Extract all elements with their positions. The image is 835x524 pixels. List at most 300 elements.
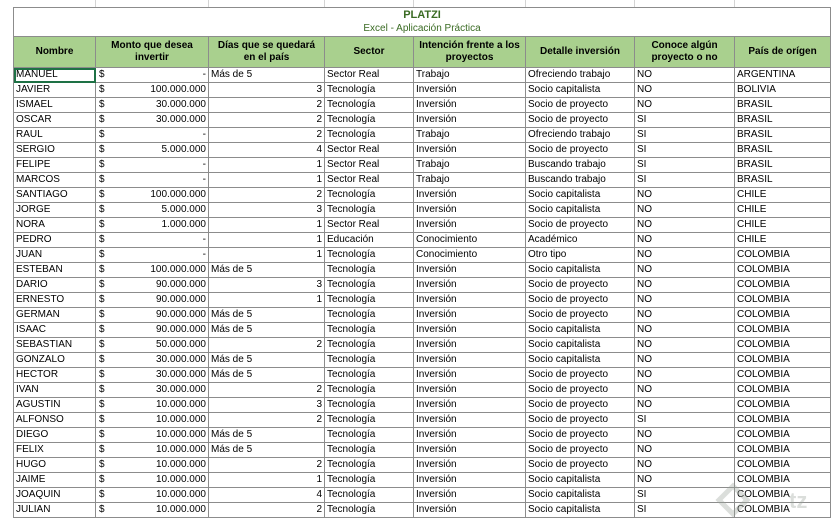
cell-sector[interactable]: Tecnología [325,248,414,263]
cell-monto[interactable] [96,383,209,398]
table-row [14,233,831,248]
table-row [14,368,831,383]
cell-detalle[interactable]: Socio capitalista [526,473,635,488]
cell-conoce[interactable]: NO [635,443,735,458]
sheet-title[interactable]: PLATZI [14,8,831,23]
cell-dias[interactable]: 1 [209,248,325,263]
cell-sector[interactable]: Tecnología [325,263,414,278]
cell-monto[interactable] [96,68,209,83]
amount-value: 10.000.000 [155,489,206,500]
header-sector[interactable]: Sector [325,37,414,68]
cell-detalle[interactable]: Socio de proyecto [526,383,635,398]
cell-nombre[interactable]: GONZALO [14,353,96,368]
cell-intencion[interactable]: Inversión [414,278,526,293]
cell-intencion[interactable]: Trabajo [414,68,526,83]
cell-monto[interactable] [96,203,209,218]
cell-pais[interactable]: COLOMBIA [735,323,831,338]
cell-sector[interactable]: Tecnología [325,293,414,308]
header-detalle[interactable]: Detalle inversión [526,37,635,68]
cell-intencion[interactable]: Inversión [414,203,526,218]
cell-monto[interactable] [96,83,209,98]
table-row [14,338,831,353]
cell-nombre[interactable]: HUGO [14,458,96,473]
table-row [14,113,831,128]
header-conoce[interactable]: Conoce algún proyecto o no [635,37,735,68]
cell-pais[interactable]: COLOMBIA [735,338,831,353]
cell-pais[interactable]: BRASIL [735,128,831,143]
cell-dias[interactable]: 1 [209,218,325,233]
cell-sector[interactable]: Sector Real [325,158,414,173]
cell-intencion[interactable]: Inversión [414,218,526,233]
currency-symbol: $ [99,174,105,185]
cell-conoce[interactable]: NO [635,398,735,413]
cell-pais[interactable]: COLOMBIA [735,458,831,473]
cell-dias[interactable]: 2 [209,188,325,203]
cell-pais[interactable]: COLOMBIA [735,488,831,503]
cell-dias[interactable]: 2 [209,113,325,128]
cell-dias[interactable]: Más de 5 [209,368,325,383]
cell-conoce[interactable]: NO [635,278,735,293]
cell-conoce[interactable]: SI [635,503,735,518]
cell-sector[interactable]: Tecnología [325,398,414,413]
table-row [14,173,831,188]
amount-value: 5.000.000 [161,144,206,155]
cell-conoce[interactable]: NO [635,263,735,278]
table-body [14,68,831,518]
amount-value: 30.000.000 [155,354,206,365]
cell-detalle[interactable]: Socio de proyecto [526,143,635,158]
amount-value: 30.000.000 [155,369,206,380]
cell-conoce[interactable]: NO [635,233,735,248]
cell-monto[interactable] [96,98,209,113]
cell-conoce[interactable]: SI [635,413,735,428]
cell-sector[interactable]: Tecnología [325,128,414,143]
cell-pais[interactable]: COLOMBIA [735,383,831,398]
cell-intencion[interactable]: Inversión [414,488,526,503]
cell-conoce[interactable]: NO [635,218,735,233]
cell-nombre[interactable]: FELIX [14,443,96,458]
cell-pais[interactable]: BRASIL [735,158,831,173]
table-row [14,398,831,413]
cell-monto[interactable] [96,323,209,338]
cell-monto[interactable] [96,218,209,233]
cell-pais[interactable]: BOLIVIA [735,83,831,98]
cell-pais[interactable]: BRASIL [735,98,831,113]
cell-detalle[interactable]: Socio capitalista [526,83,635,98]
cell-sector[interactable]: Tecnología [325,353,414,368]
cell-dias[interactable]: 3 [209,83,325,98]
cell-pais[interactable]: COLOMBIA [735,503,831,518]
cell-pais[interactable]: COLOMBIA [735,398,831,413]
amount-value: 90.000.000 [155,294,206,305]
currency-symbol: $ [99,309,105,320]
cell-sector[interactable]: Tecnología [325,203,414,218]
amount-value: 10.000.000 [155,399,206,410]
currency-symbol: $ [99,504,105,515]
cell-monto[interactable] [96,413,209,428]
cell-monto[interactable] [96,488,209,503]
cell-dias[interactable]: 2 [209,503,325,518]
cell-dias[interactable]: 2 [209,383,325,398]
cell-sector[interactable]: Tecnología [325,488,414,503]
amount-value: 10.000.000 [155,414,206,425]
cell-monto[interactable] [96,278,209,293]
cell-pais[interactable]: COLOMBIA [735,278,831,293]
cell-sector[interactable]: Tecnología [325,443,414,458]
cell-detalle[interactable]: Socio de proyecto [526,368,635,383]
amount-value: 30.000.000 [155,384,206,395]
cell-pais[interactable]: COLOMBIA [735,428,831,443]
currency-symbol: $ [99,114,105,125]
table-row [14,128,831,143]
header-dias[interactable]: Días que se quedará en el país [209,37,325,68]
cell-detalle[interactable]: Socio capitalista [526,488,635,503]
cell-detalle[interactable]: Socio de proyecto [526,443,635,458]
currency-symbol: $ [99,249,105,260]
cell-intencion[interactable]: Inversión [414,263,526,278]
cell-intencion[interactable]: Inversión [414,308,526,323]
cell-nombre[interactable]: FELIPE [14,158,96,173]
cell-nombre[interactable]: JUAN [14,248,96,263]
cell-sector[interactable]: Sector Real [325,143,414,158]
cell-detalle[interactable]: Socio capitalista [526,338,635,353]
cell-sector[interactable]: Tecnología [325,323,414,338]
amount-value: 10.000.000 [155,459,206,470]
cell-sector[interactable]: Tecnología [325,308,414,323]
header-nombre[interactable]: Nombre [14,37,96,68]
cell-intencion[interactable]: Conocimiento [414,233,526,248]
cell-dias[interactable]: Más de 5 [209,263,325,278]
cell-intencion[interactable]: Trabajo [414,173,526,188]
cell-dias[interactable]: Más de 5 [209,68,325,83]
amount-value: 90.000.000 [155,309,206,320]
cell-intencion[interactable]: Inversión [414,428,526,443]
cell-conoce[interactable]: NO [635,83,735,98]
header-row [14,37,831,68]
cell-dias[interactable]: 1 [209,158,325,173]
amount-value: 90.000.000 [155,324,206,335]
cell-intencion[interactable]: Inversión [414,413,526,428]
cell-nombre[interactable]: ERNESTO [14,293,96,308]
amount-value: 100.000.000 [150,84,206,95]
cell-conoce[interactable]: NO [635,98,735,113]
cell-conoce[interactable]: NO [635,188,735,203]
cell-nombre[interactable]: RAUL [14,128,96,143]
header-intencion[interactable]: Intención frente a los proyectos [414,37,526,68]
cell-dias[interactable]: 1 [209,293,325,308]
cell-intencion[interactable]: Inversión [414,383,526,398]
cell-detalle[interactable]: Otro tipo [526,248,635,263]
cell-pais[interactable]: ARGENTINA [735,68,831,83]
cell-intencion[interactable]: Trabajo [414,128,526,143]
cell-conoce[interactable]: NO [635,458,735,473]
cell-intencion[interactable]: Inversión [414,338,526,353]
cell-pais[interactable]: CHILE [735,233,831,248]
cell-conoce[interactable]: SI [635,143,735,158]
cell-monto[interactable] [96,308,209,323]
cell-detalle[interactable]: Ofreciendo trabajo [526,128,635,143]
header-pais[interactable]: País de orígen [735,37,831,68]
cell-sector[interactable]: Tecnología [325,278,414,293]
cell-monto[interactable] [96,503,209,518]
cell-sector[interactable]: Sector Real [325,173,414,188]
cell-conoce[interactable]: NO [635,293,735,308]
cell-dias[interactable]: 3 [209,278,325,293]
cell-conoce[interactable]: NO [635,338,735,353]
cell-dias[interactable]: 2 [209,458,325,473]
cell-dias[interactable]: 2 [209,413,325,428]
currency-symbol: $ [99,399,105,410]
cell-sector[interactable]: Tecnología [325,383,414,398]
table-row [14,308,831,323]
cell-intencion[interactable]: Inversión [414,443,526,458]
cell-detalle[interactable]: Socio de proyecto [526,428,635,443]
table-row [14,293,831,308]
cell-conoce[interactable]: NO [635,428,735,443]
cell-dias[interactable]: Más de 5 [209,308,325,323]
cell-sector[interactable]: Tecnología [325,368,414,383]
cell-dias[interactable]: 1 [209,173,325,188]
cell-nombre[interactable]: SEBASTIAN [14,338,96,353]
cell-sector[interactable]: Tecnología [325,473,414,488]
cell-detalle[interactable]: Socio de proyecto [526,278,635,293]
cell-dias[interactable]: 2 [209,98,325,113]
cell-conoce[interactable]: NO [635,473,735,488]
cell-dias[interactable]: Más de 5 [209,323,325,338]
cell-intencion[interactable]: Inversión [414,458,526,473]
svg-text:tz: tz [789,488,808,513]
cell-conoce[interactable]: NO [635,368,735,383]
cell-intencion[interactable]: Inversión [414,188,526,203]
cell-pais[interactable]: CHILE [735,188,831,203]
cell-pais[interactable]: COLOMBIA [735,263,831,278]
cell-monto[interactable] [96,473,209,488]
cell-dias[interactable]: 1 [209,233,325,248]
currency-symbol: $ [99,159,105,170]
cell-conoce[interactable]: SI [635,173,735,188]
cell-conoce[interactable]: SI [635,128,735,143]
cell-pais[interactable]: COLOMBIA [735,353,831,368]
cell-dias[interactable]: Más de 5 [209,428,325,443]
cell-monto[interactable] [96,113,209,128]
cell-pais[interactable]: CHILE [735,218,831,233]
cell-monto[interactable] [96,293,209,308]
cell-nombre[interactable]: HECTOR [14,368,96,383]
table-row [14,428,831,443]
cell-monto[interactable] [96,233,209,248]
cell-detalle[interactable]: Socio de proyecto [526,458,635,473]
table-row [14,413,831,428]
cell-dias[interactable]: 3 [209,203,325,218]
table-row [14,68,831,83]
cell-monto[interactable] [96,143,209,158]
cell-monto[interactable] [96,443,209,458]
cell-nombre[interactable]: ALFONSO [14,413,96,428]
cell-nombre[interactable]: PEDRO [14,233,96,248]
cell-intencion[interactable]: Inversión [414,293,526,308]
cell-conoce[interactable]: SI [635,488,735,503]
currency-symbol: $ [99,429,105,440]
cell-nombre[interactable]: GERMAN [14,308,96,323]
cell-nombre[interactable]: JOAQUIN [14,488,96,503]
cell-monto[interactable] [96,353,209,368]
cell-detalle[interactable]: Socio capitalista [526,323,635,338]
cell-intencion[interactable]: Inversión [414,353,526,368]
cell-intencion[interactable]: Inversión [414,473,526,488]
cell-conoce[interactable]: SI [635,113,735,128]
cell-detalle[interactable]: Académico [526,233,635,248]
header-monto[interactable]: Monto que desea invertir [96,37,209,68]
cell-conoce[interactable]: NO [635,323,735,338]
cell-sector[interactable]: Tecnología [325,113,414,128]
cell-sector[interactable]: Educación [325,233,414,248]
cell-intencion[interactable]: Inversión [414,98,526,113]
cell-monto[interactable] [96,173,209,188]
cell-dias[interactable]: 3 [209,398,325,413]
cell-nombre[interactable]: OSCAR [14,113,96,128]
cell-sector[interactable]: Tecnología [325,503,414,518]
cell-intencion[interactable]: Inversión [414,83,526,98]
cell-intencion[interactable]: Inversión [414,398,526,413]
currency-symbol: $ [99,339,105,350]
cell-nombre[interactable]: DARIO [14,278,96,293]
cell-nombre[interactable]: JAVIER [14,83,96,98]
cell-dias[interactable]: 2 [209,128,325,143]
cell-monto[interactable] [96,458,209,473]
table-row [14,83,831,98]
cell-nombre[interactable]: JORGE [14,203,96,218]
cell-pais[interactable]: COLOMBIA [735,293,831,308]
cell-pais[interactable]: BRASIL [735,113,831,128]
currency-symbol: $ [99,354,105,365]
cell-detalle[interactable]: Socio de proyecto [526,113,635,128]
cell-detalle[interactable]: Socio de proyecto [526,293,635,308]
cell-detalle[interactable]: Ofreciendo trabajo [526,68,635,83]
amount-value: 50.000.000 [155,339,206,350]
cell-detalle[interactable]: Socio capitalista [526,353,635,368]
cell-pais[interactable]: COLOMBIA [735,368,831,383]
cell-dias[interactable]: 2 [209,338,325,353]
table-row [14,353,831,368]
cell-monto[interactable] [96,188,209,203]
cell-monto[interactable] [96,128,209,143]
cell-intencion[interactable]: Inversión [414,113,526,128]
cell-conoce[interactable]: NO [635,383,735,398]
cell-conoce[interactable]: NO [635,308,735,323]
cell-monto[interactable] [96,158,209,173]
cell-dias[interactable]: 4 [209,488,325,503]
cell-detalle[interactable]: Buscando trabajo [526,173,635,188]
cell-monto[interactable] [96,368,209,383]
cell-monto[interactable] [96,398,209,413]
amount-value: 10.000.000 [155,429,206,440]
cell-detalle[interactable]: Socio capitalista [526,188,635,203]
cell-dias[interactable]: 4 [209,143,325,158]
cell-conoce[interactable]: SI [635,158,735,173]
cell-intencion[interactable]: Inversión [414,143,526,158]
cell-pais[interactable]: COLOMBIA [735,248,831,263]
cell-dias[interactable]: Más de 5 [209,443,325,458]
cell-nombre[interactable]: AGUSTIN [14,398,96,413]
cell-sector[interactable]: Tecnología [325,83,414,98]
cell-pais[interactable]: COLOMBIA [735,308,831,323]
cell-conoce[interactable]: NO [635,68,735,83]
cell-nombre[interactable]: JAIME [14,473,96,488]
cell-detalle[interactable]: Socio capitalista [526,263,635,278]
cell-pais[interactable]: CHILE [735,203,831,218]
cell-dias[interactable]: 1 [209,473,325,488]
cell-monto[interactable] [96,338,209,353]
cell-intencion[interactable]: Trabajo [414,158,526,173]
cell-detalle[interactable]: Socio de proyecto [526,413,635,428]
cell-nombre[interactable]: JULIAN [14,503,96,518]
cell-detalle[interactable]: Buscando trabajo [526,158,635,173]
cell-detalle[interactable]: Socio capitalista [526,503,635,518]
currency-symbol: $ [99,234,105,245]
cell-nombre[interactable]: SANTIAGO [14,188,96,203]
cell-nombre[interactable]: MARCOS [14,173,96,188]
cell-detalle[interactable]: Socio de proyecto [526,98,635,113]
cell-sector[interactable]: Tecnología [325,458,414,473]
cell-nombre[interactable]: IVAN [14,383,96,398]
cell-nombre[interactable]: NORA [14,218,96,233]
cell-sector[interactable]: Tecnología [325,188,414,203]
table-row [14,458,831,473]
cell-sector[interactable]: Tecnología [325,428,414,443]
cell-sector[interactable]: Tecnología [325,98,414,113]
cell-intencion[interactable]: Inversión [414,368,526,383]
amount-value: - [202,69,206,80]
cell-nombre[interactable]: ISMAEL [14,98,96,113]
cell-conoce[interactable]: NO [635,353,735,368]
cell-monto[interactable] [96,428,209,443]
cell-pais[interactable]: COLOMBIA [735,473,831,488]
currency-symbol: $ [99,129,105,140]
table-row [14,263,831,278]
cell-nombre[interactable]: MANUEL [14,68,96,83]
amount-value: 30.000.000 [155,99,206,110]
cell-sector[interactable]: Tecnología [325,338,414,353]
cell-sector[interactable]: Tecnología [325,413,414,428]
cell-intencion[interactable]: Conocimiento [414,248,526,263]
cell-pais[interactable]: BRASIL [735,173,831,188]
currency-symbol: $ [99,264,105,275]
cell-monto[interactable] [96,248,209,263]
cell-intencion[interactable]: Inversión [414,503,526,518]
cell-pais[interactable]: COLOMBIA [735,413,831,428]
cell-nombre[interactable]: SERGIO [14,143,96,158]
cell-sector[interactable]: Sector Real [325,68,414,83]
cell-conoce[interactable]: NO [635,248,735,263]
cell-monto[interactable] [96,263,209,278]
cell-nombre[interactable]: ISAAC [14,323,96,338]
cell-detalle[interactable]: Socio de proyecto [526,308,635,323]
currency-symbol: $ [99,99,105,110]
cell-detalle[interactable]: Socio capitalista [526,203,635,218]
cell-conoce[interactable]: NO [635,203,735,218]
cell-detalle[interactable]: Socio de proyecto [526,398,635,413]
currency-symbol: $ [99,414,105,425]
cell-sector[interactable]: Sector Real [325,218,414,233]
cell-pais[interactable]: COLOMBIA [735,443,831,458]
cell-nombre[interactable]: ESTEBAN [14,263,96,278]
cell-dias[interactable]: Más de 5 [209,353,325,368]
cell-detalle[interactable]: Socio de proyecto [526,218,635,233]
cell-intencion[interactable]: Inversión [414,323,526,338]
sheet-subtitle[interactable]: Excel - Aplicación Práctica [14,22,831,37]
cell-pais[interactable]: BRASIL [735,143,831,158]
cell-nombre[interactable]: DIEGO [14,428,96,443]
